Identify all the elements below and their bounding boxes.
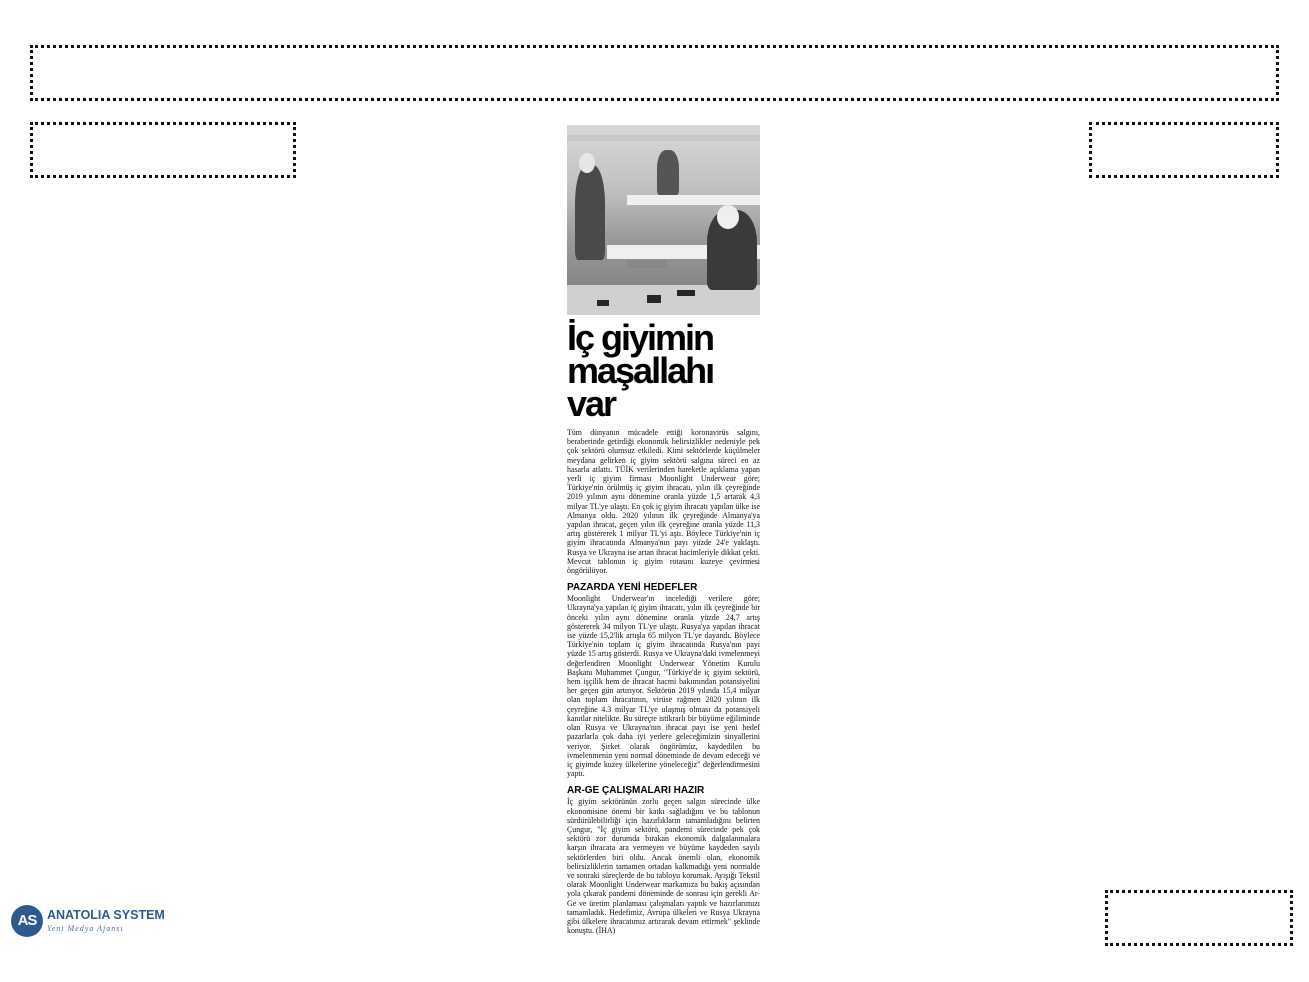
news-clipping xyxy=(567,125,760,935)
right-placeholder-box xyxy=(1089,122,1279,178)
headline-line-2: maşallahı var xyxy=(567,350,714,424)
subhead-new-targets: PAZARDA YENİ HEDEFLER xyxy=(567,582,698,594)
logo-mark-icon: AS xyxy=(11,905,43,937)
subhead-rnd: AR-GE ÇALIŞMALARI HAZIR xyxy=(567,785,705,797)
logo-name: ANATOLIA SYSTEM xyxy=(47,908,165,922)
logo-tagline: Yeni Medya Ajansı xyxy=(47,924,124,933)
article-photo xyxy=(567,125,760,315)
article-paragraph-3: İç giyim sektörünün zorlu geçen salgın sürecinde ülke ekonomisine önemi bir katkı sağladığını ve bu tablonun sürdürülebilirliği için hazırlıkların tamamladığını belirten Çungur, "İç giyim sektörü, pandemi sürecinde pek çok sektörü zor durumda bırakan ekonomik dalgalanmalara karşın ihracata ara vermeyen ve büyüme kaydeden sayılı sektörlerden biri oldu. Ancak önemli olan, ekonomik belirsizliklerin tamamen ortadan kalkmadığı yeni normalde ve sonraki süreçlerde de bu tabloyu korumak. Ayışığı Tekstil olarak Moonlight Underwear markamıza bu bakış açısından yola çıkarak pandemi döneminde de sonrası için gerekli Ar-Ge ve üretim planlaması çalışmaları yaptık ve hazırlarımızı tamamladık. Hedefimiz, Avrupa ülkeleri ve Rusya Ukrayna gibi ülkelere ihracatımız artırarak devam ettirmek" şeklinde konuştu. (İHA) xyxy=(567,797,760,936)
article-paragraph-1: Tüm dünyanın mücadele ettiği koronavirüs salgını, beraberinde getirdiği ekonomik belirsizlikler nedeniyle pek çok sektörü olumsuz etkiledi. Kimi sektörlerde küçülmeler meydana gelirken iç giyim sektörü salgına süreci en az hasarla atlattı. TÜİK verilerinden hareketle açıklama yapan yerli iç giyim firması Moonlight Underwear göre; Türkiye'nin örülmüş iç giyim ihracatı, yılın ilk çeyreğinde 2019 yılının aynı dönemine oranla yüzde 1,5 artarak 4,3 milyar TL'ye ulaştı. En çok iç giyim ihracatı yapılan ülke ise Almanya oldu. 2020 yılının ilk çeyreğinde Almanya'ya yapılan ihracat, geçen yılın ilk çeyreğine oranla yüzde 11,3 artış göstererek 1 milyar TL'yi aştı. Böylece Türkiye'nin iç giyim ihracatında Almanya'nın payı yüzde 24'e yaklaştı. Rusya ve Ukrayna ise artan ihracat hacimleriyle dikkat çekti. Mevcut tablonun iç giyim rotasını kuzeye çevirmesi öngörülüyor. xyxy=(567,428,760,576)
anatolia-system-logo xyxy=(11,904,165,940)
article-headline xyxy=(567,317,760,424)
article-paragraph-2: Moonlight Underwear'ın incelediği verilere göre; Ukrayna'ya yapılan iç giyim ihracatı, yılın ilk çeyreğinde bir önceki yılın aynı dönemine oranla yüzde 24,7 artış göstererek 34 milyon TL'ye ulaştı. Rusya'ya yapılan ihracat ise yüzde 15,2'lik artışla 65 milyon TL'ye dayandı. Böylece Türkiye'nin toplam iç giyim ihracatında Rusya'nın payı yüzde 15 artış gösterdi. Rusya ve Ukrayna'daki ivmelenmeyi değerlendiren Moonlight Underwear Yönetim Kurulu Başkanı Muhammet Çungur, "Türkiye'de iç giyim sektörü, hem işçilik hem de ihracat hacmi bakımından potansiyelini her geçen gün artırıyor. Sektörün 2019 yılında 15,4 milyar olan toplam ihracatının, virüse rağmen 2020 yılının ilk çeyreğine 4.3 milyar TL'ye ulaşmış olması da potansiyeli kanıtlar nitelikte. Bu süreçte istikrarlı bir büyüme eğiliminde olan Rusya ve Ukrayna'nın ihracat payı ise yeni hedef pazarlarla çok daha iyi yerlere geleceğimizin sinyallerini veriyor. Şirket olarak öngörümüz, kaydedilen bu ivmelenmenin yeni normal döneminde de devam edeceği ve iç giyimde kuzey ülkelerine yöneleceğiz" değerlendirmesini yaptı. xyxy=(567,594,760,779)
headline-line-1: İç giyimin xyxy=(567,317,714,358)
bottom-right-placeholder-box xyxy=(1105,890,1293,946)
left-placeholder-box xyxy=(30,122,296,178)
top-placeholder-box xyxy=(30,45,1279,101)
